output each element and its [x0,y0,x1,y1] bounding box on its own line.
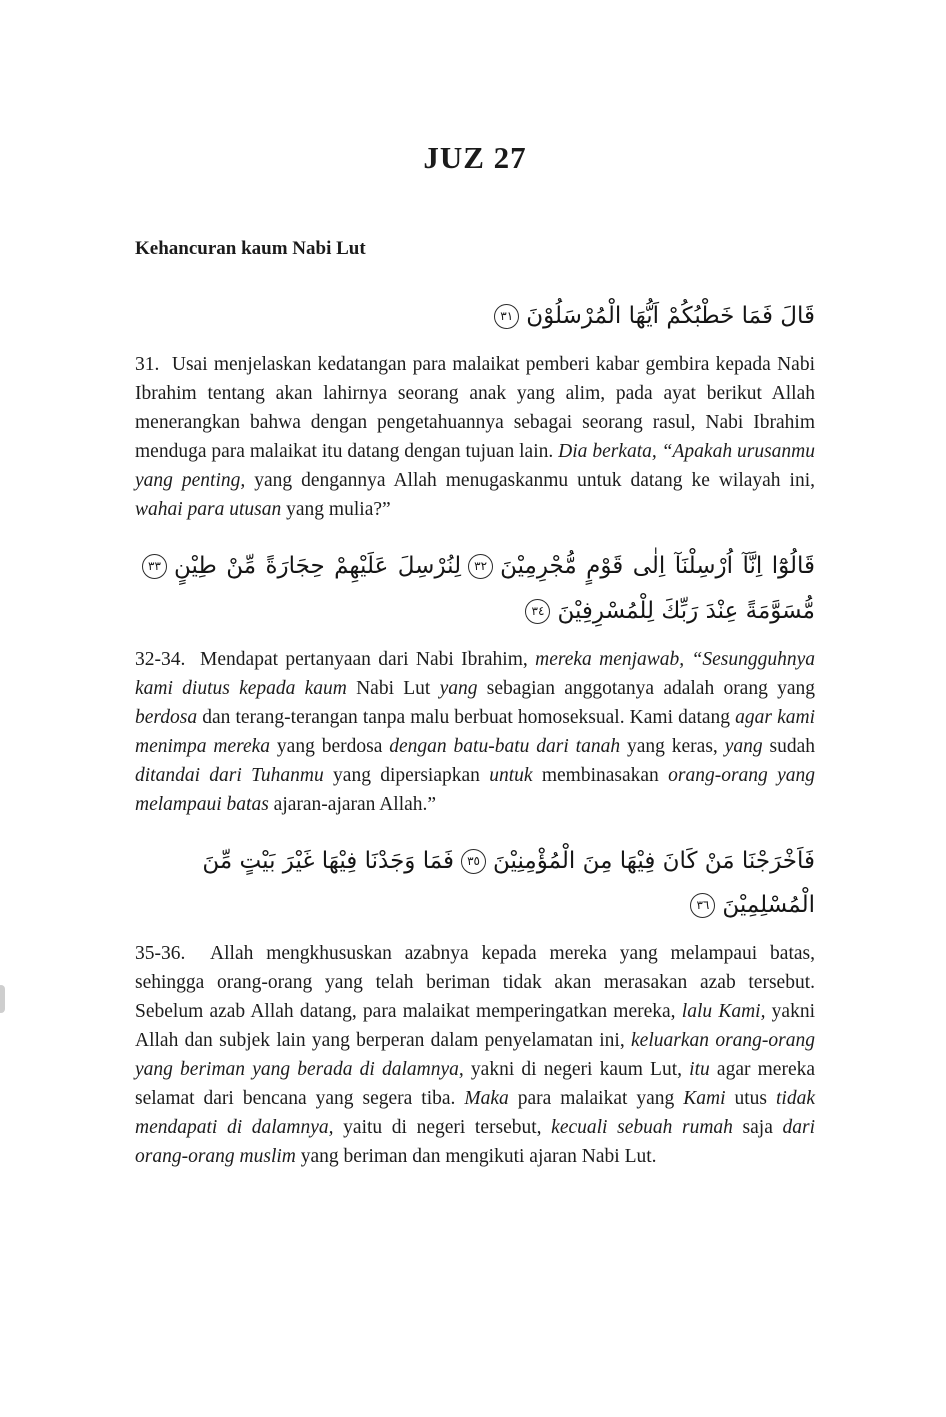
text-segment: قَالُوْٓا اِنَّآ اُرْسِلْنَآ اِلٰى قَوْمٍ مُّجْرِمِيْنَ [500,552,816,579]
arabic-verse-32-34 [135,544,815,634]
text-segment: ajaran-ajaran Allah.” [268,793,437,815]
text-segment: dengan batu-batu dari tanah [389,735,621,757]
text-segment: yakni di negeri kaum Lut, [463,1059,690,1081]
ayah-end-marker: ٣٢ [468,554,493,579]
text-segment: agar mereka selamat dari bencana yang segera tiba. [135,1059,815,1110]
text-segment: لِنُرْسِلَ عَلَيْهِمْ حِجَارَةً مِّنْ طِيْنٍ [174,552,462,579]
text-segment: kecuali sebuah rumah [551,1117,733,1139]
tafsir-paragraph-35-36 [135,939,815,1171]
text-segment: utus [725,1088,776,1110]
text-segment: para malaikat yang [508,1088,684,1110]
text-segment: wahai para utusan [135,498,282,520]
page-edge-artifact [0,985,5,1013]
text-segment: mereka menjawab, “Sesungguhnya kami diutus kepada kaum [135,648,815,699]
text-segment: untuk [489,764,533,786]
ayah-end-marker: ٣٤ [525,599,550,624]
text-segment: Nabi Lut [346,677,440,699]
text-segment: yang mulia?” [281,498,391,520]
text-segment: قَالَ فَمَا خَطْبُكُمْ اَيُّهَا الْمُرْسَلُوْنَ [526,303,815,329]
text-segment: yang [439,677,478,699]
tafsir-paragraph-31 [135,350,815,524]
text-segment: sebagian anggotanya adalah orang yang [477,677,815,699]
section-heading: Kehancuran kaum Nabi Lut [135,238,366,259]
text-segment: 31. Usai menjelaskan kedatangan para malaikat pemberi kabar gembira kepada Nabi Ibrahim tentang akan lahirnya seorang anak yang alim, pada ayat berikut Allah menerangkan bahwa dengan pengetahuannya sebagai seorang rasul, Nabi Ibrahim menduga para malaikat itu datang dengan tujuan lain. [135,353,815,462]
text-segment: yang dengannya Allah menugaskanmu untuk datang ke wilayah ini, [245,469,815,491]
text-segment: فَمَا وَجَدْنَا فِيْهَا غَيْرَ بَيْتٍ مِّنَ الْمُسْلِمِيْنَ [202,847,815,919]
tafsir-paragraph-32-34 [135,645,815,819]
text-segment: yang [724,735,763,757]
text-segment: itu [689,1059,710,1081]
text-segment: Kami [683,1088,726,1110]
text-segment: yakni Allah dan subjek lain yang berperan dalam penyelamatan ini, [135,1001,816,1052]
text-segment: keluarkan orang-orang yang beriman yang berada di dalamnya, [135,1030,815,1081]
text-segment: Dia berkata, “Apakah urusanmu yang penting, [135,440,815,491]
text-segment: orang-orang yang melampaui batas [135,764,815,815]
juz-title: JUZ 27 [423,140,527,175]
text-segment: Maka [464,1088,509,1110]
text-segment: فَاَخْرَجْنَا مَنْ كَانَ فِيْهَا مِنَ الْمُؤْمِنِيْنَ [493,847,815,874]
text-segment: 35-36. Allah mengkhususkan azabnya kepada mereka yang melampaui batas, sehingga orang-orang yang telah beriman tidak akan merasakan azab tersebut. Sebelum azab Allah datang, para malaikat memperingatkan mereka, [135,943,815,1023]
text-segment: yang keras, [620,735,725,757]
text-segment: yang beriman dan mengikuti ajaran Nabi Lut. [295,1146,657,1168]
text-segment: 32-34. Mendapat pertanyaan dari Nabi Ibrahim, [135,648,536,670]
text-segment: tidak mendapati di dalamnya, [135,1088,815,1139]
text-segment: membinasakan [532,764,669,786]
ayah-end-marker: ٣٦ [690,893,715,918]
arabic-verse-31 [135,294,815,339]
text-segment: dan terang-terangan tanpa malu berbuat homoseksual. Kami datang [197,706,736,728]
ayah-end-marker: ٣٥ [461,849,486,874]
text-segment: yang berdosa [270,735,390,757]
text-segment: مُّسَوَّمَةً عِنْدَ رَبِّكَ لِلْمُسْرِفِيْنَ [557,597,815,624]
text-segment: ditandai dari Tuhanmu [135,764,324,786]
text-segment: agar kami menimpa mereka [135,706,815,757]
text-segment: sudah [762,735,815,757]
text-segment: saja [732,1117,783,1139]
text-segment: yaitu di negeri tersebut, [333,1117,552,1139]
text-segment: dari orang-orang muslim [135,1117,815,1168]
ayah-end-marker: ٣١ [494,304,519,329]
text-segment: yang dipersiapkan [323,764,490,786]
text-segment: berdosa [135,706,198,728]
ayah-end-marker: ٣٣ [142,554,167,579]
text-segment: lalu Kami, [681,1001,766,1023]
arabic-verse-35-36 [135,839,815,929]
